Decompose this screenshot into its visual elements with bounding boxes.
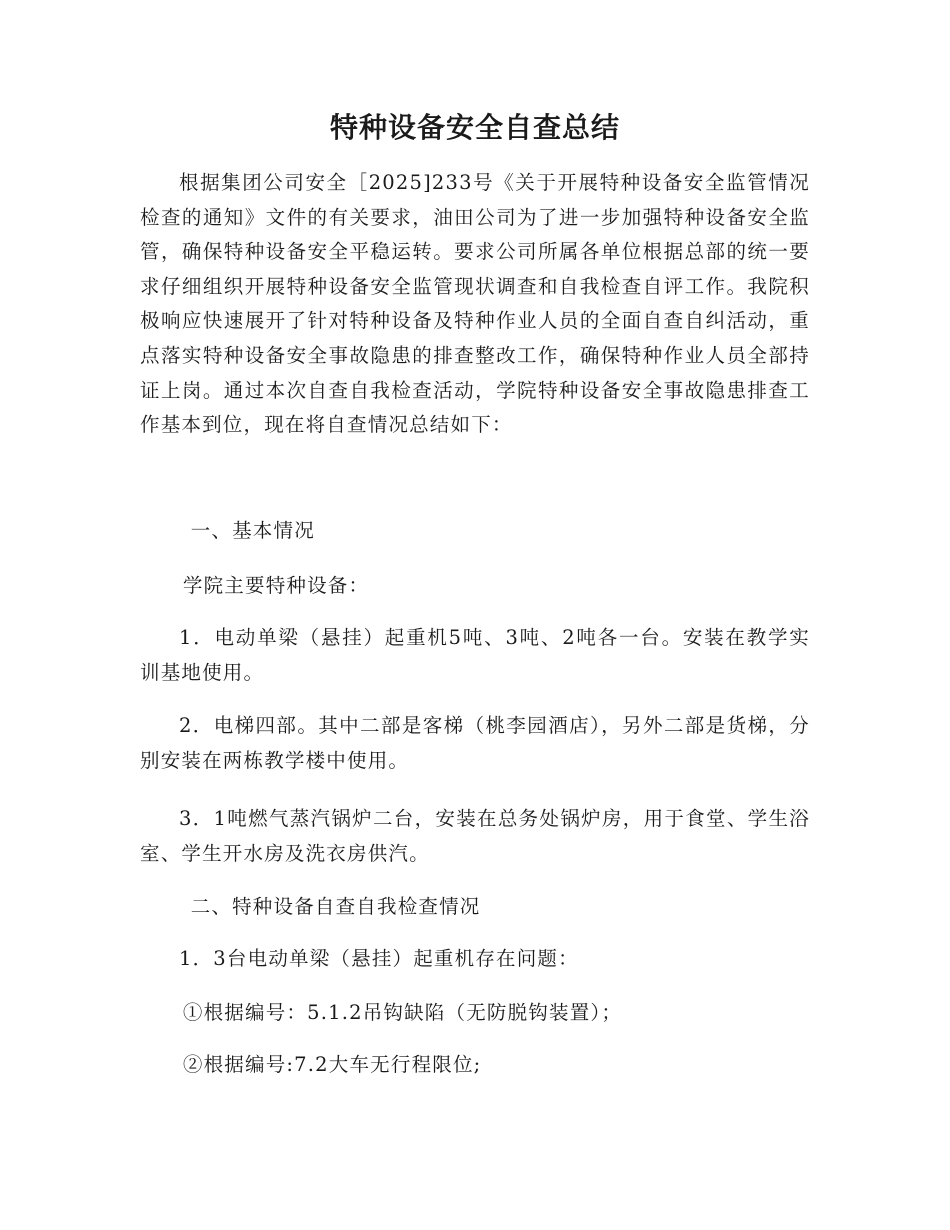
document-title: 特种设备安全自查总结	[329, 111, 620, 144]
section2-item-1: 1．3台电动单梁（悬挂）起重机存在问题：	[179, 947, 579, 970]
equipment-item-2: 2．电梯四部。其中二部是客梯（桃李园酒店），另外二部是货梯，分别安装在两栋教学楼中使用。	[140, 714, 810, 772]
intro-paragraph: 根据集团公司安全［2025]233号《关于开展特种设备安全监管情况检查的通知》文件的有关要求，油田公司为了进一步加强特种设备安全监管，确保特种设备安全平稳运转。要求公司所属各单位根据总部的统一要求仔细组织开展特种设备安全监管现状调查和自我检查自评工作。我院积极响应快速展开了针对特种设备及特种作业人员的全面自查自纠活动，重点落实特种设备安全事故隐患的排查整改工作，确保特种作业人员全部持证上岗。通过本次自查自我检查活动，学院特种设备安全事故隐患排查工作基本到位，现在将自查情况总结如下：	[140, 171, 810, 437]
equipment-item-1: 1．电动单梁（悬挂）起重机5吨、3吨、2吨各一台。安装在教学实训基地使用。	[140, 626, 810, 684]
problem-item-1: ①根据编号：5.1.2吊钩缺陷（无防脱钩装置）；	[182, 1001, 623, 1024]
section1-subheading: 学院主要特种设备：	[182, 574, 370, 597]
equipment-item-3: 3．1吨燃气蒸汽锅炉二台，安装在总务处锅炉房，用于食堂、学生浴室、学生开水房及洗衣房供汽。	[140, 807, 810, 865]
problem-item-2: ②根据编号:7.2大车无行程限位;	[182, 1053, 482, 1076]
section1-heading: 一、基本情况	[190, 519, 315, 542]
section2-heading: 二、特种设备自查自我检查情况	[190, 895, 481, 918]
